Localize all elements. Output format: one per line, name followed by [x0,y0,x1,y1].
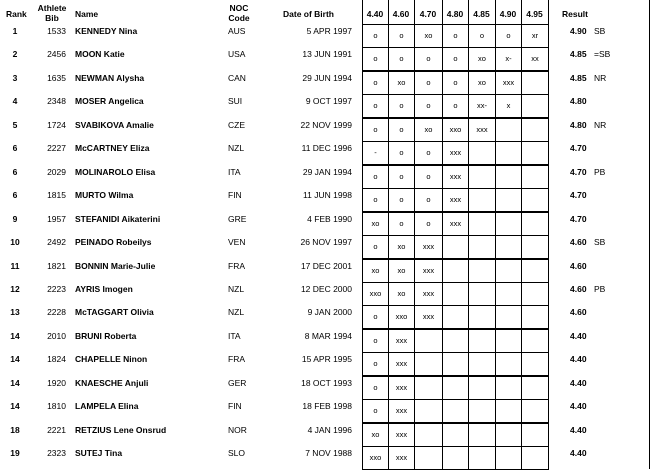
attempt-cell: o [362,329,389,353]
attempt-cell [495,165,522,189]
noc-code: SUI [228,96,243,107]
date-of-birth: 4 FEB 1990 [307,213,352,224]
result-mark: 4.40 [570,377,587,388]
attempt-cell [414,352,443,376]
attempt-cell: xxx [414,305,443,329]
date-of-birth: 7 NOV 1988 [305,448,352,459]
attempt-cell: o [388,94,415,118]
bib-cell: 2227 [47,143,66,154]
table-row [0,71,650,95]
table-row [0,352,650,376]
table-row [0,24,650,48]
athlete-name: BONNIN Marie-Julie [75,260,156,271]
height-header: 4.80 [446,9,464,19]
rank-cell: 6 [12,143,18,154]
bib-cell: 1824 [47,354,66,365]
attempt-cell: xo [362,212,389,236]
result-mark: 4.85 [570,72,587,83]
attempt-cell [495,259,522,283]
result-mark: 4.40 [570,401,587,412]
attempt-cell [468,329,496,353]
athlete-name: MURTO Wilma [75,190,134,201]
attempt-cell: o [414,188,443,212]
height-header: 4.95 [526,9,543,19]
rank-cell: 6 [12,190,18,201]
result-note: PB [594,166,606,177]
attempt-cell: xo [414,118,443,142]
result-header: Result [562,9,588,19]
attempt-cell [442,423,469,447]
attempt-cell: xo [388,282,415,306]
attempt-cell [521,282,549,306]
table-row [0,282,650,306]
athlete-name: KENNEDY Nina [75,26,138,36]
table-row [0,188,650,212]
result-mark: 4.60 [570,260,587,271]
attempt-cell [442,352,469,376]
table-row [0,399,650,423]
result-note: =SB [594,49,611,60]
attempt-cell [495,376,522,400]
result-mark: 4.70 [570,143,587,154]
attempt-cell [442,446,469,470]
attempt-cell [414,399,443,423]
attempt-cell: o [388,24,415,48]
height-header: 4.85 [473,9,490,19]
attempt-cell [521,118,549,142]
noc-code: NOR [228,424,247,435]
date-of-birth: 26 NOV 1997 [300,237,352,248]
attempt-cell [442,259,469,283]
noc-code: NZL [228,143,245,154]
attempt-cell [468,352,496,376]
athlete-name: CHAPELLE Ninon [75,354,148,365]
attempt-cell: xxx [442,141,469,165]
attempt-cell [521,235,549,259]
attempt-cell: o [362,165,389,189]
table-row [0,423,650,447]
attempt-cell: o [468,24,496,48]
noc-header-line2: Code [228,13,250,23]
attempt-cell: xxx [414,235,443,259]
attempt-cell: xo [388,71,415,95]
attempt-cell [495,352,522,376]
result-mark: 4.40 [570,424,587,435]
attempt-cell: o [362,47,389,71]
attempt-cell: o [414,141,443,165]
attempt-cell: xo [414,24,443,48]
attempt-cell [414,376,443,400]
table-row [0,212,650,236]
date-of-birth: 13 JUN 1991 [302,49,352,60]
attempt-cell: o [362,305,389,329]
height-header: 4.70 [419,9,437,19]
attempt-cell: o [388,165,415,189]
attempt-cell [414,329,443,353]
attempt-cell: o [362,376,389,400]
bib-cell: 2456 [47,49,66,60]
table-row [0,376,650,400]
bib-cell: 1815 [47,190,66,201]
athlete-name: SVABIKOVA Amalie [75,119,154,130]
bib-cell: 2228 [47,307,66,318]
rank-cell: 4 [12,96,18,107]
date-of-birth: 29 JUN 1994 [302,72,352,83]
athlete-name: PEINADO Robeilys [75,237,152,248]
attempt-cell [468,259,496,283]
attempt-cell: xo [468,71,496,95]
attempt-cell: xx- [468,94,496,118]
attempt-cell [468,446,496,470]
rank-header: Rank [6,9,27,19]
noc-code: FRA [228,354,245,365]
result-note: PB [594,283,606,294]
height-header: 4.60 [392,9,410,19]
rank-cell: 13 [10,307,20,318]
result-mark: 4.60 [570,237,587,248]
athlete-name: SUTEJ Tina [75,448,123,459]
attempt-cell [521,399,549,423]
attempt-cell: o [388,212,415,236]
attempt-cell: o [362,235,389,259]
attempt-cell [495,212,522,236]
rank-cell: 3 [12,72,18,83]
noc-code: NZL [228,307,245,318]
attempt-cell [495,141,522,165]
table-row [0,259,650,283]
noc-header-line1: NOC [229,3,249,13]
athlete-name: LAMPELA Elina [75,401,139,412]
attempt-cell: - [362,141,389,165]
attempt-cell [521,212,549,236]
noc-code: FRA [228,260,245,271]
rank-cell: 19 [10,448,20,459]
attempt-cell: o [442,94,469,118]
table-row [0,165,650,189]
attempt-cell [442,376,469,400]
attempt-cell: o [414,47,443,71]
attempt-cell [468,188,496,212]
rank-cell: 14 [10,377,20,388]
date-of-birth: 11 JUN 1998 [303,190,352,201]
bib-cell: 1724 [47,119,66,130]
attempt-cell [442,282,469,306]
result-note: NR [594,119,607,130]
attempt-cell [495,446,522,470]
result-note: SB [594,26,606,36]
date-of-birth: 11 DEC 1996 [301,143,352,154]
attempt-cell [468,141,496,165]
table-row [0,305,650,329]
bib-cell: 1957 [47,213,66,224]
rank-cell: 9 [12,213,18,224]
result-mark: 4.70 [570,190,587,201]
result-mark: 4.80 [570,119,587,130]
attempt-cell [521,71,549,95]
bib-cell: 2223 [47,283,66,294]
attempt-cell [521,94,549,118]
rank-cell: 12 [10,283,20,294]
attempt-cell [495,305,522,329]
bib-header-line2: Bib [45,13,59,23]
attempt-cell: xxo [388,305,415,329]
date-of-birth: 5 APR 1997 [306,26,352,36]
bib-cell: 1635 [47,72,66,83]
attempt-cell: o [362,118,389,142]
result-mark: 4.40 [570,448,587,459]
attempt-cell [521,446,549,470]
attempt-cell: xxx [388,352,415,376]
attempt-cell: xxx [442,212,469,236]
attempt-cell [442,399,469,423]
athlete-name: NEWMAN Alysha [75,72,145,83]
rank-cell: 14 [10,354,20,365]
attempt-cell [495,282,522,306]
height-header: 4.40 [366,9,384,19]
bib-cell: 2492 [47,237,66,248]
attempt-cell [495,399,522,423]
attempt-cell: xr [521,24,549,48]
date-of-birth: 17 DEC 2001 [300,260,352,271]
athlete-name: MOSER Angelica [75,96,144,107]
attempt-cell: xo [468,47,496,71]
athlete-name: MOLINAROLO Elisa [75,166,156,177]
athlete-name: AYRIS Imogen [75,283,133,294]
attempt-cell: xxo [362,446,389,470]
attempt-cell [521,141,549,165]
rank-cell: 18 [10,424,20,435]
attempt-cell [468,305,496,329]
bib-cell: 2029 [47,166,66,177]
attempt-cell: o [362,399,389,423]
attempt-cell: o [388,47,415,71]
rank-cell: 5 [12,119,18,130]
date-of-birth: 8 MAR 1994 [304,330,352,341]
result-note: NR [594,72,607,83]
noc-code: FIN [228,190,242,201]
attempt-cell: xxx [414,259,443,283]
noc-code: ITA [228,330,241,341]
attempt-cell: o [495,24,522,48]
attempt-cell [468,376,496,400]
result-mark: 4.60 [570,283,587,294]
attempt-cell: o [362,71,389,95]
rank-cell: 6 [12,166,18,177]
athlete-name: KNAESCHE Anjuli [75,377,149,388]
attempt-cell [468,212,496,236]
attempt-cell: xx [521,47,549,71]
result-mark: 4.60 [570,307,587,318]
attempt-cell: xo [362,423,389,447]
dob-header: Date of Birth [283,9,334,19]
attempt-cell [495,329,522,353]
attempt-cell [521,305,549,329]
attempt-cell: o [414,212,443,236]
attempt-cell: o [388,188,415,212]
attempt-cell [521,188,549,212]
attempt-cell: xo [388,259,415,283]
attempt-cell [468,235,496,259]
attempt-cell [521,259,549,283]
result-mark: 4.90 [570,26,587,36]
bib-cell: 1920 [47,377,66,388]
bib-header-line1: Athlete [37,3,67,13]
name-header: Name [75,9,99,19]
attempt-cell [521,376,549,400]
attempt-cell: xxx [414,282,443,306]
rank-cell: 14 [10,401,20,412]
attempt-cell [442,235,469,259]
attempt-cell [414,446,443,470]
date-of-birth: 22 NOV 1999 [300,119,352,130]
athlete-name: BRUNI Roberta [75,330,137,341]
attempt-cell: xxx [442,165,469,189]
bib-cell: 2010 [47,330,66,341]
attempt-cell [521,423,549,447]
date-of-birth: 18 OCT 1993 [301,377,352,388]
noc-code: FIN [228,401,242,412]
noc-code: ITA [228,166,241,177]
table-row [0,141,650,165]
date-of-birth: 4 JAN 1996 [307,424,352,435]
date-of-birth: 18 FEB 1998 [302,401,352,412]
date-of-birth: 9 JAN 2000 [307,307,352,318]
attempt-cell: o [362,352,389,376]
athlete-name: MOON Katie [75,49,125,60]
table-row [0,118,650,142]
table-row [0,446,650,470]
table-row [0,47,650,71]
attempt-cell: xxx [388,329,415,353]
attempt-cell: xxx [442,188,469,212]
attempt-cell: xo [388,235,415,259]
bib-cell: 1810 [47,401,66,412]
attempt-cell: o [442,24,469,48]
date-of-birth: 15 APR 1995 [301,354,352,365]
table-row [0,94,650,118]
noc-code: SLO [228,448,246,459]
noc-code: USA [228,49,246,60]
noc-code: VEN [228,237,246,248]
attempt-cell: o [388,141,415,165]
table-row [0,329,650,353]
attempt-cell [521,352,549,376]
attempt-cell: o [362,94,389,118]
height-header: 4.90 [499,9,517,19]
attempt-cell [468,423,496,447]
attempt-cell: o [442,71,469,95]
attempt-cell: xxx [495,71,522,95]
athlete-name: McTAGGART Olivia [75,307,154,318]
attempt-cell: o [414,94,443,118]
attempt-cell [495,118,522,142]
attempt-cell [521,329,549,353]
noc-code: GER [228,377,247,388]
attempt-cell [495,235,522,259]
attempt-cell: o [414,165,443,189]
attempt-cell: x- [495,47,522,71]
attempt-cell [468,282,496,306]
attempt-cell: xxx [388,446,415,470]
rank-cell: 14 [10,330,20,341]
attempt-cell: xxx [468,118,496,142]
result-mark: 4.85 [570,49,587,60]
result-mark: 4.70 [570,166,587,177]
rank-cell: 10 [10,237,20,248]
attempt-cell [521,165,549,189]
bib-cell: 2348 [47,96,66,107]
date-of-birth: 29 JAN 1994 [302,166,352,177]
attempt-cell [495,188,522,212]
noc-code: NZL [228,283,245,294]
result-note: SB [594,237,606,248]
noc-code: CZE [228,119,245,130]
date-of-birth: 9 OCT 1997 [305,96,352,107]
date-of-birth: 12 DEC 2000 [300,283,352,294]
attempt-cell: xxx [388,399,415,423]
bib-cell: 1533 [47,26,66,36]
attempt-cell [495,423,522,447]
noc-code: CAN [228,72,246,83]
attempt-cell: xxx [388,423,415,447]
noc-code: GRE [228,213,247,224]
attempt-cell: xo [362,259,389,283]
attempt-cell: o [388,118,415,142]
result-mark: 4.80 [570,96,587,107]
table-row [0,235,650,259]
rank-cell: 11 [10,260,20,271]
result-mark: 4.70 [570,213,587,224]
attempt-cell: xxo [362,282,389,306]
bib-cell: 1821 [47,260,66,271]
attempt-cell: xxo [442,118,469,142]
attempt-cell [414,423,443,447]
result-mark: 4.40 [570,354,587,365]
rank-cell: 1 [12,26,18,36]
attempt-cell [468,399,496,423]
table-header [0,0,650,26]
athlete-name: RETZIUS Lene Onsrud [75,424,167,435]
athlete-name: STEFANIDI Aikaterini [75,213,161,224]
bib-cell: 2323 [47,448,66,459]
attempt-cell: x [495,94,522,118]
result-mark: 4.40 [570,330,587,341]
attempt-cell: o [414,71,443,95]
attempt-cell [442,329,469,353]
rank-cell: 2 [12,49,18,60]
bib-cell: 2221 [47,424,66,435]
noc-code: AUS [228,26,246,36]
attempt-cell: o [362,24,389,48]
attempt-cell: o [442,47,469,71]
athlete-name: McCARTNEY Eliza [75,143,150,154]
attempt-cell [468,165,496,189]
attempt-cell [442,305,469,329]
attempt-cell: xxx [388,376,415,400]
attempt-cell: o [362,188,389,212]
